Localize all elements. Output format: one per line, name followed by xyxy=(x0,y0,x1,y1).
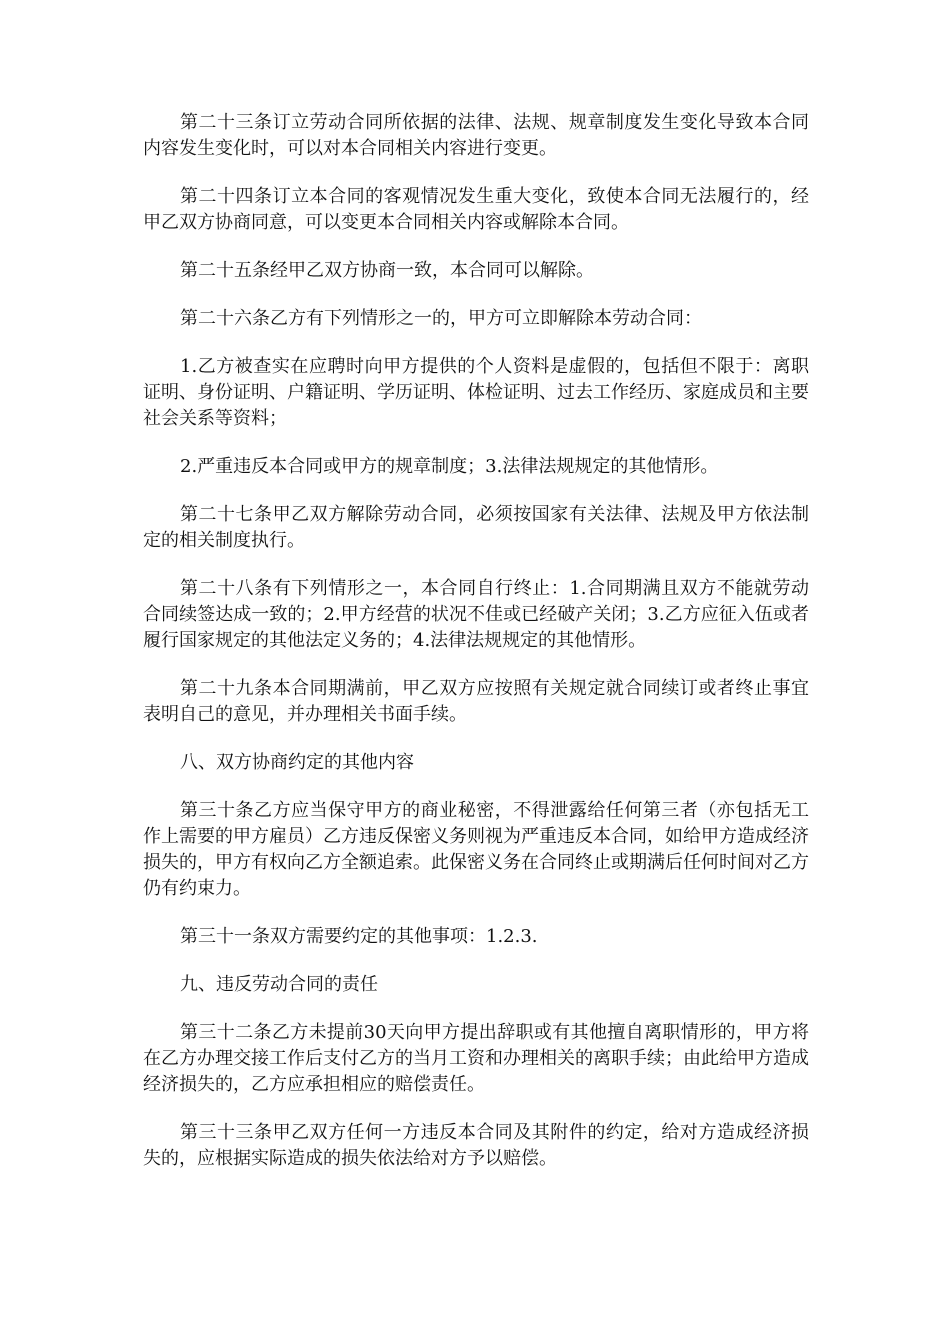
paragraph-article-30: 第三十条乙方应当保守甲方的商业秘密，不得泄露给任何第三者（亦包括无工作上需要的甲方雇员）乙方违反保密义务则视为严重违反本合同，如给甲方造成经济损失的，甲方有权向乙方全额追索。此保密义务在合同终止或期满后任何时间对乙方仍有约束力。 xyxy=(143,800,809,899)
paragraph-article-23: 第二十三条订立劳动合同所依据的法律、法规、规章制度发生变化导致本合同内容发生变化时，可以对本合同相关内容进行变更。 xyxy=(143,112,809,159)
paragraph-article-31: 第三十一条双方需要约定的其他事项：1.2.3. xyxy=(180,926,538,947)
paragraph-article-33: 第三十三条甲乙双方任何一方违反本合同及其附件的约定，给对方造成经济损失的，应根据实际造成的损失依法给对方予以赔偿。 xyxy=(143,1122,809,1169)
paragraph-article-26: 第二十六条乙方有下列情形之一的，甲方可立即解除本劳动合同： xyxy=(180,308,702,329)
paragraph-article-27: 第二十七条甲乙双方解除劳动合同，必须按国家有关法律、法规及甲方依法制定的相关制度执行。 xyxy=(143,504,809,551)
paragraph-article-28: 第二十八条有下列情形之一，本合同自行终止：1.合同期满且双方不能就劳动合同续签达成一致的；2.甲方经营的状况不佳或已经破产关闭；3.乙方应征入伍或者履行国家规定的其他法定义务的；4.法律法规规定的其他情形。 xyxy=(143,578,809,651)
paragraph-article-26-items-2-3: 2.严重违反本合同或甲方的规章制度；3.法律法规规定的其他情形。 xyxy=(180,456,719,477)
paragraph-article-25: 第二十五条经甲乙双方协商一致，本合同可以解除。 xyxy=(180,260,594,281)
paragraph-article-29: 第二十九条本合同期满前，甲乙双方应按照有关规定就合同续订或者终止事宜表明自己的意见，并办理相关书面手续。 xyxy=(143,678,809,725)
paragraph-article-26-item-1: 1.乙方被查实在应聘时向甲方提供的个人资料是虚假的，包括但不限于：离职证明、身份证明、户籍证明、学历证明、体检证明、过去工作经历、家庭成员和主要社会关系等资料； xyxy=(143,356,809,429)
section-heading-8: 八、双方协商约定的其他内容 xyxy=(180,752,414,773)
paragraph-article-32: 第三十二条乙方未提前30天向甲方提出辞职或有其他擅自离职情形的，甲方将在乙方办理交接工作后支付乙方的当月工资和办理相关的离职手续；由此给甲方造成经济损失的，乙方应承担相应的赔偿责任。 xyxy=(143,1022,809,1095)
document-body xyxy=(143,110,809,1194)
section-heading-9: 九、违反劳动合同的责任 xyxy=(180,974,378,995)
paragraph-article-24: 第二十四条订立本合同的客观情况发生重大变化，致使本合同无法履行的，经甲乙双方协商同意，可以变更本合同相关内容或解除本合同。 xyxy=(143,186,809,233)
